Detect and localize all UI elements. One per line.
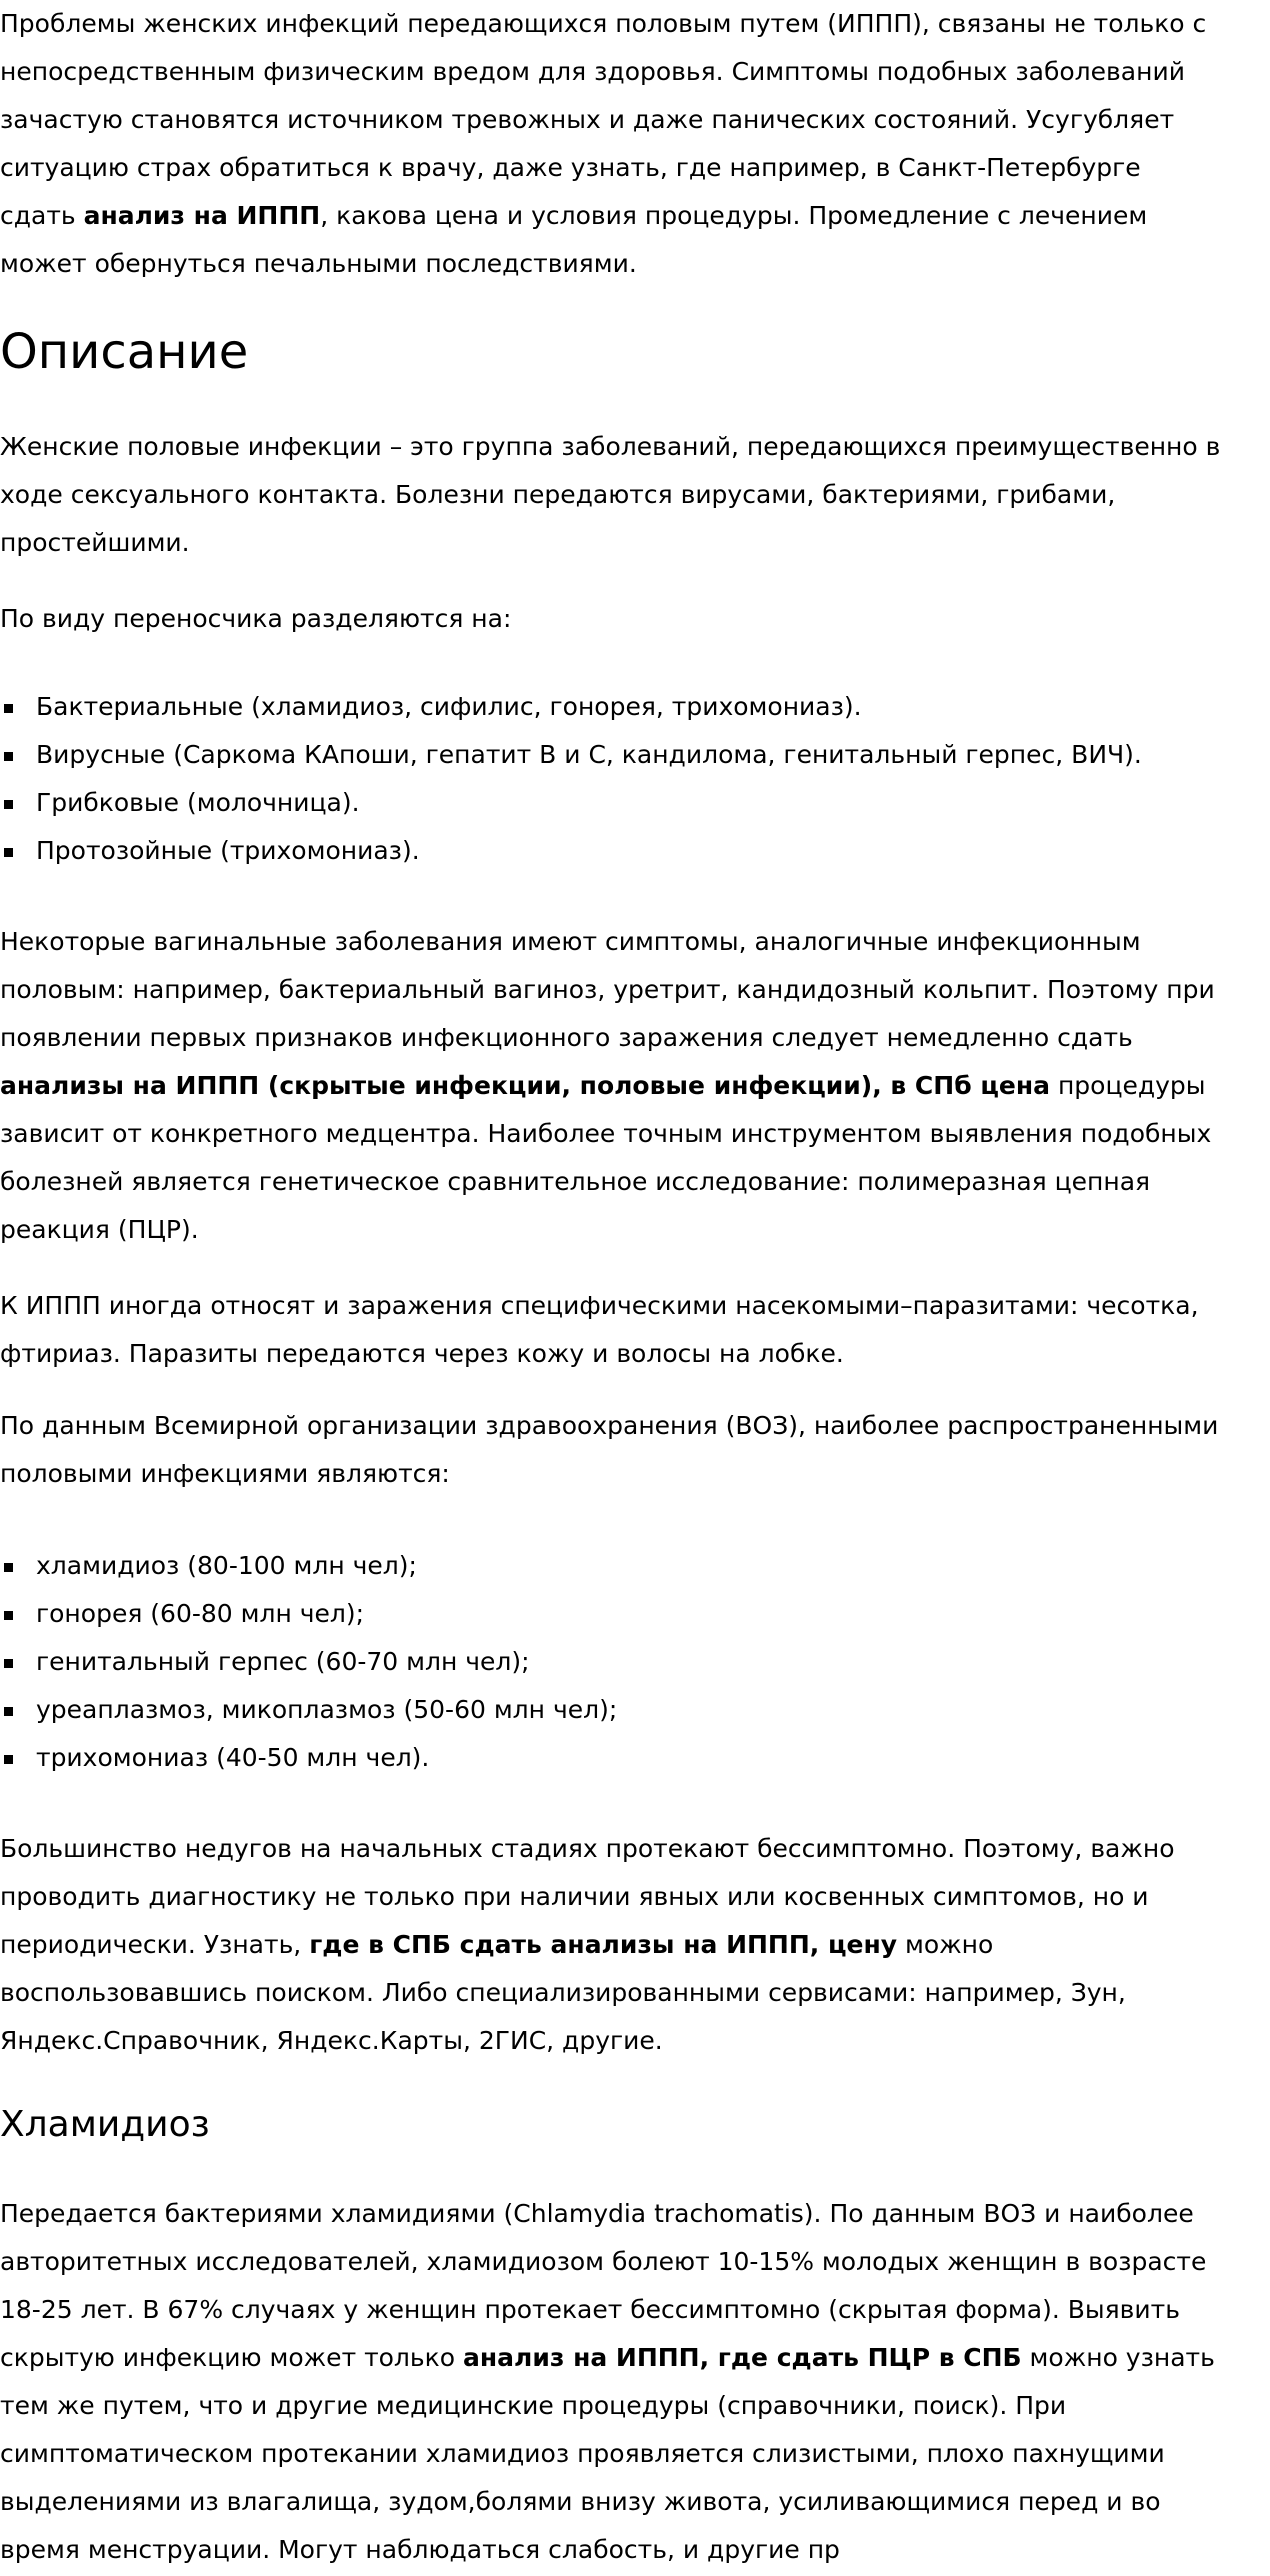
square-bullet-icon	[4, 1707, 13, 1716]
list-item: трихомониаз (40-50 млн чел).	[0, 1734, 1270, 1782]
bold-keyword: где в СПБ сдать анализы на ИППП, цену	[309, 1930, 898, 1959]
symptoms-paragraph	[0, 918, 1270, 1254]
chlamydia-paragraph	[0, 2190, 1270, 2574]
carrier-intro-paragraph	[0, 595, 1270, 643]
paragraph-line: К ИППП иногда относят и заражения специфическими насекомыми–паразитами: чесотка,	[0, 1291, 1199, 1320]
paragraph-line: анализы на ИППП (скрытые инфекции, половые инфекции), в СПб цена процедуры	[0, 1071, 1206, 1100]
paragraph-line: реакция (ПЦР).	[0, 1215, 199, 1244]
paragraph-line: Женские половые инфекции – это группа заболеваний, передающихся преимущественно в	[0, 432, 1221, 461]
paragraph-line: ходе сексуального контакта. Болезни передаются вирусами, бактериями, грибами,	[0, 480, 1116, 509]
who-paragraph	[0, 1402, 1270, 1498]
paragraph-line: время менструации. Могут наблюдаться слабость, и другие пр	[0, 2535, 840, 2564]
prevalence-list	[0, 1542, 1270, 1782]
paragraph-line: половыми инфекциями являются:	[0, 1459, 450, 1488]
paragraph-line: болезней является генетическое сравнительное исследование: полимеразная цепная	[0, 1167, 1151, 1196]
list-item: Бактериальные (хламидиоз, сифилис, гонорея, трихомониаз).	[0, 683, 1270, 731]
intro-line: непосредственным физическим вредом для здоровья. Симптомы подобных заболеваний	[0, 57, 1185, 86]
list-item: генитальный герпес (60-70 млн чел);	[0, 1638, 1270, 1686]
list-item: уреаплазмоз, микоплазмоз (50-60 млн чел);	[0, 1686, 1270, 1734]
intro-line	[0, 192, 1270, 240]
paragraph-line: скрытую инфекцию может только анализ на ИППП, где сдать ПЦР в СПБ можно узнать	[0, 2343, 1215, 2372]
parasites-paragraph	[0, 1282, 1270, 1378]
list-item: Грибковые (молочница).	[0, 779, 1270, 827]
paragraph-line: авторитетных исследователей, хламидиозом болеют 10-15% молодых женщин в возрасте	[0, 2247, 1207, 2276]
intro-line: может обернуться печальными последствиями.	[0, 249, 637, 278]
square-bullet-icon	[4, 1755, 13, 1764]
paragraph-line: зависит от конкретного медцентра. Наиболее точным инструментом выявления подобных	[0, 1119, 1212, 1148]
paragraph-line: Большинство недугов на начальных стадиях протекают бессимптомно. Поэтому, важно	[0, 1834, 1175, 1863]
square-bullet-icon	[4, 848, 13, 857]
list-item: Протозойные (трихомониаз).	[0, 827, 1270, 875]
square-bullet-icon	[4, 1611, 13, 1620]
paragraph-line: воспользовавшись поиском. Либо специализированными сервисами: например, Зун,	[0, 1978, 1126, 2007]
section-heading-description: Описание	[0, 324, 249, 380]
square-bullet-icon	[4, 752, 13, 761]
section-heading-chlamydia: Хламидиоз	[0, 2104, 210, 2145]
square-bullet-icon	[4, 1563, 13, 1572]
intro-text: сдать	[0, 201, 84, 230]
paragraph-line: По виду переносчика разделяются на:	[0, 604, 512, 633]
intro-line: зачастую становятся источником тревожных и даже панических состояний. Усугубляет	[0, 105, 1175, 134]
paragraph-line: появлении первых признаков инфекционного заражения следует немедленно сдать	[0, 1023, 1133, 1052]
square-bullet-icon	[4, 1659, 13, 1668]
paragraph-line: симптоматическом протекании хламидиоз проявляется слизистыми, плохо пахнущими	[0, 2439, 1165, 2468]
intro-paragraph	[0, 0, 1270, 288]
paragraph-line: простейшими.	[0, 528, 190, 557]
paragraph-line: По данным Всемирной организации здравоохранения (ВОЗ), наиболее распространенными	[0, 1411, 1219, 1440]
paragraph-line: Яндекс.Справочник, Яндекс.Карты, 2ГИС, другие.	[0, 2026, 663, 2055]
bold-keyword: анализ на ИППП, где сдать ПЦР в СПБ	[463, 2343, 1022, 2372]
intro-line: ситуацию страх обратиться к врачу, даже узнать, где например, в Санкт-Петербурге	[0, 153, 1141, 182]
diagnostics-paragraph	[0, 1825, 1270, 2065]
intro-line: Проблемы женских инфекций передающихся половым путем (ИППП), связаны не только с	[0, 9, 1207, 38]
list-item: гонорея (60-80 млн чел);	[0, 1590, 1270, 1638]
description-paragraph	[0, 423, 1270, 567]
list-item: Вирусные (Саркома КАпоши, гепатит В и С, кандилома, генитальный герпес, ВИЧ).	[0, 731, 1270, 779]
intro-text: , какова цена и условия процедуры. Промедление с лечением	[320, 201, 1148, 230]
square-bullet-icon	[4, 800, 13, 809]
paragraph-line: выделениями из влагалища, зудом,болями внизу живота, усиливающимися перед и во	[0, 2487, 1161, 2516]
paragraph-line: половым: например, бактериальный вагиноз, уретрит, кандидозный кольпит. Поэтому при	[0, 975, 1215, 1004]
paragraph-line: Некоторые вагинальные заболевания имеют симптомы, аналогичные инфекционным	[0, 927, 1141, 956]
paragraph-line: Передается бактериями хламидиями (Chlamydia trachomatis). По данным ВОЗ и наиболее	[0, 2199, 1194, 2228]
intro-bold-keyword: анализ на ИППП	[83, 201, 321, 230]
square-bullet-icon	[4, 704, 13, 713]
paragraph-line: тем же путем, что и другие медицинские процедуры (справочники, поиск). При	[0, 2391, 1067, 2420]
carrier-types-list	[0, 683, 1270, 875]
paragraph-line: периодически. Узнать, где в СПБ сдать анализы на ИППП, цену можно	[0, 1930, 994, 1959]
bold-keyword: анализы на ИППП (скрытые инфекции, половые инфекции), в СПб цена	[0, 1071, 1050, 1100]
paragraph-line: фтириаз. Паразиты передаются через кожу и волосы на лобке.	[0, 1339, 844, 1368]
paragraph-line: 18-25 лет. В 67% случаях у женщин протекает бессимптомно (скрытая форма). Выявить	[0, 2295, 1180, 2324]
list-item: хламидиоз (80-100 млн чел);	[0, 1542, 1270, 1590]
paragraph-line: проводить диагностику не только при наличии явных или косвенных симптомов, но и	[0, 1882, 1149, 1911]
